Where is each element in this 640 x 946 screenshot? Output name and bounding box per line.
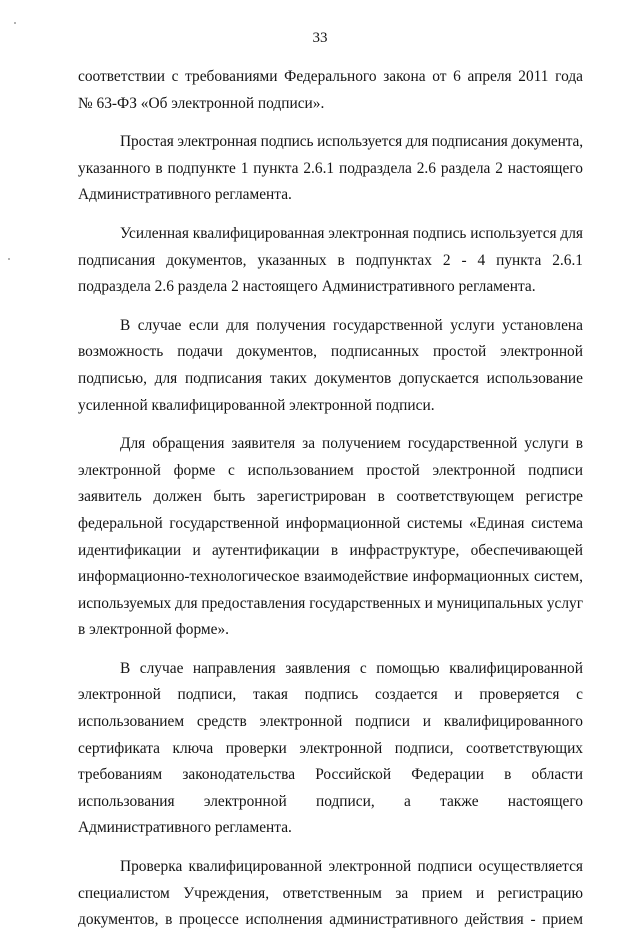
text-line: Проверка квалифицированной электронной подписи осуществляется — [120, 858, 583, 876]
text-line: использования электронной подписи, а также настоящего — [78, 792, 583, 810]
text-line: информационно-технологическое взаимодействие информационных систем, — [78, 568, 583, 586]
paragraph — [78, 129, 583, 209]
text-line: использованием средств электронной подписи и квалифицированного — [78, 713, 583, 731]
paragraph — [78, 64, 583, 117]
text-line: федеральной государственной информационной системы «Единая система — [78, 514, 583, 532]
text-line: электронной форме с использованием простой электронной подписи — [78, 461, 583, 479]
text-line: в электронной форме». — [78, 621, 230, 639]
paragraph — [78, 854, 583, 934]
text-line: специалистом Учреждения, ответственным за прием и регистрацию — [78, 884, 583, 902]
text-line: подраздела 2.6 раздела 2 настоящего Административного регламента. — [78, 278, 536, 296]
page-number: 33 — [312, 30, 328, 46]
paragraph — [78, 313, 583, 419]
text-line: усиленной квалифицированной электронной подписи. — [78, 396, 435, 414]
text-line: идентификации и аутентификации в инфраструктуре, обеспечивающей — [78, 541, 583, 559]
text-line: указанного в подпункте 1 пункта 2.6.1 подраздела 2.6 раздела 2 настоящего — [78, 159, 583, 177]
text-line: заявитель должен быть зарегистрирован в соответствующем регистре — [78, 488, 583, 506]
paragraph — [78, 431, 583, 644]
text-line: соответствии с требованиями Федерального закона от 6 апреля 2011 года — [78, 68, 583, 85]
scan-speck — [8, 258, 10, 260]
scan-speck — [14, 22, 16, 24]
text-line: № 63-ФЗ «Об электронной подписи». — [78, 94, 325, 112]
document-body — [78, 64, 583, 946]
text-line: подписью, для подписания таких документов допускается использование — [78, 369, 583, 387]
text-line: Административного регламента. — [78, 819, 292, 837]
text-line: В случае если для получения государственной услуги установлена — [120, 316, 583, 334]
text-line: электронной подписи, такая подпись создается и проверяется с — [78, 686, 583, 704]
paragraph — [78, 221, 583, 301]
text-line: Простая электронная подпись используется для подписания документа, — [120, 133, 583, 151]
text-line: подписания документов, указанных в подпунктах 2 - 4 пункта 2.6.1 — [78, 251, 583, 269]
text-line: Административного регламента. — [78, 186, 292, 204]
text-line: используемых для предоставления государственных и муниципальных услуг — [78, 594, 584, 612]
paragraph — [78, 656, 583, 842]
text-line: сертификата ключа проверки электронной подписи, соответствующих — [78, 739, 583, 757]
text-line: Для обращения заявителя за получением государственной услуги в — [120, 435, 583, 453]
text-line: требованиям законодательства Российской Федерации в области — [78, 766, 583, 784]
text-line: возможность подачи документов, подписанных простой электронной — [78, 343, 583, 361]
text-line: В случае направления заявления с помощью квалифицированной — [120, 659, 583, 677]
text-line: Усиленная квалифицированная электронная подпись используется для — [120, 224, 584, 242]
text-line: документов, в процессе исполнения административного действия - прием — [78, 911, 583, 929]
